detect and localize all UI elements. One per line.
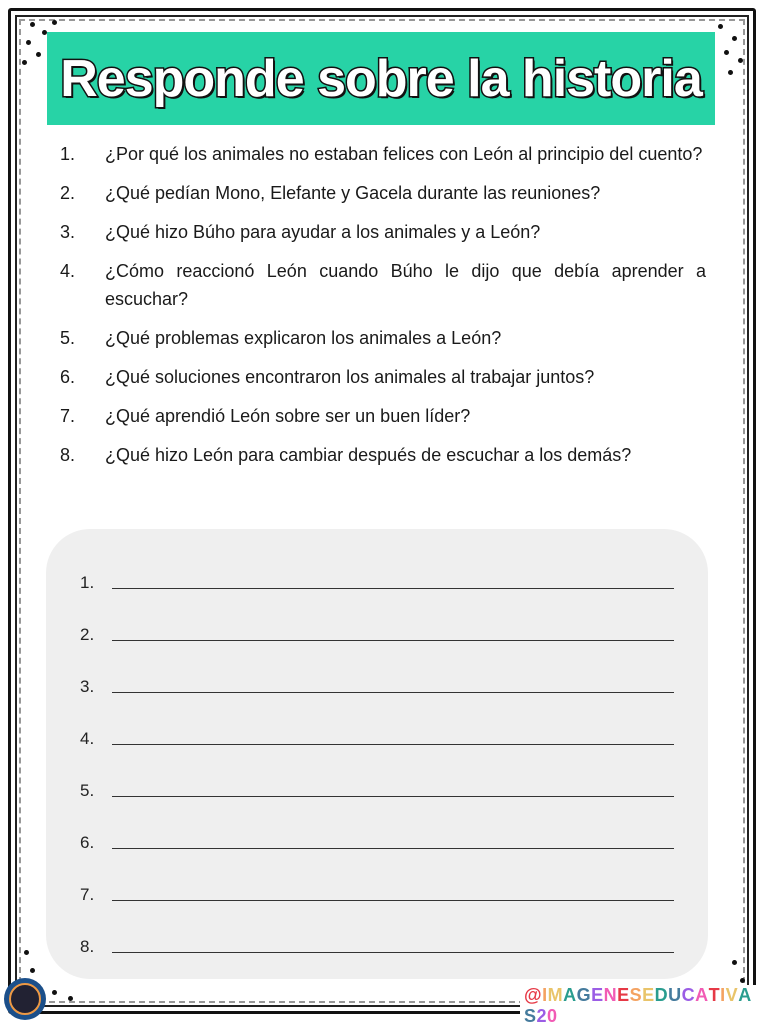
brand-logo bbox=[4, 978, 46, 1020]
question-number: 4. bbox=[60, 261, 76, 281]
answer-line[interactable] bbox=[80, 879, 674, 905]
answer-number: 1. bbox=[80, 573, 95, 592]
answer-number: 6. bbox=[80, 833, 95, 852]
answer-area bbox=[46, 529, 708, 979]
question-text: ¿Qué aprendió León sobre ser un buen líder? bbox=[105, 406, 471, 426]
question-text: ¿Qué problemas explicaron los animales a León? bbox=[105, 328, 502, 348]
question-number: 8. bbox=[60, 445, 76, 465]
logo-icon bbox=[9, 983, 41, 1015]
question-number: 7. bbox=[60, 406, 76, 426]
question-item bbox=[60, 363, 706, 391]
answer-rule[interactable] bbox=[112, 691, 674, 693]
answer-rule[interactable] bbox=[112, 899, 674, 901]
answer-line[interactable] bbox=[80, 567, 674, 593]
question-text: ¿Qué hizo León para cambiar después de escuchar a los demás? bbox=[105, 445, 632, 465]
answer-rule[interactable] bbox=[112, 587, 674, 589]
question-item bbox=[60, 441, 706, 469]
question-number: 6. bbox=[60, 367, 76, 387]
answer-number: 8. bbox=[80, 937, 95, 956]
answer-number: 2. bbox=[80, 625, 95, 644]
watermark-text: @IMAGENESEDUCATIVAS20 bbox=[520, 985, 768, 1027]
answer-line[interactable] bbox=[80, 723, 674, 749]
answer-number: 5. bbox=[80, 781, 95, 800]
question-number: 3. bbox=[60, 222, 76, 242]
page-title: Responde sobre la historia bbox=[60, 49, 702, 108]
question-text: ¿Por qué los animales no estaban felices con León al principio del cuento? bbox=[105, 144, 703, 164]
answer-line[interactable] bbox=[80, 775, 674, 801]
answer-rule[interactable] bbox=[112, 847, 674, 849]
question-item bbox=[60, 218, 706, 246]
title-banner bbox=[47, 32, 715, 125]
answer-rule[interactable] bbox=[112, 795, 674, 797]
answer-rule[interactable] bbox=[112, 639, 674, 641]
question-number: 1. bbox=[60, 144, 76, 164]
answer-line[interactable] bbox=[80, 931, 674, 957]
answer-rule[interactable] bbox=[112, 743, 674, 745]
question-item bbox=[60, 140, 706, 168]
answer-number: 7. bbox=[80, 885, 95, 904]
answer-line[interactable] bbox=[80, 671, 674, 697]
answer-line[interactable] bbox=[80, 827, 674, 853]
question-number: 2. bbox=[60, 183, 76, 203]
answer-line[interactable] bbox=[80, 619, 674, 645]
question-item bbox=[60, 179, 706, 207]
answer-rule[interactable] bbox=[112, 951, 674, 953]
question-text: ¿Qué hizo Búho para ayudar a los animales y a León? bbox=[105, 222, 541, 242]
question-item bbox=[60, 324, 706, 352]
answer-number: 4. bbox=[80, 729, 95, 748]
question-text: ¿Qué soluciones encontraron los animales al trabajar juntos? bbox=[105, 367, 595, 387]
question-text: ¿Qué pedían Mono, Elefante y Gacela durante las reuniones? bbox=[105, 183, 601, 203]
question-text: ¿Cómo reaccionó León cuando Búho le dijo que debía aprender a escuchar? bbox=[105, 261, 706, 309]
question-item bbox=[60, 257, 706, 313]
question-item bbox=[60, 402, 706, 430]
answer-number: 3. bbox=[80, 677, 95, 696]
question-number: 5. bbox=[60, 328, 76, 348]
question-list bbox=[60, 140, 706, 480]
